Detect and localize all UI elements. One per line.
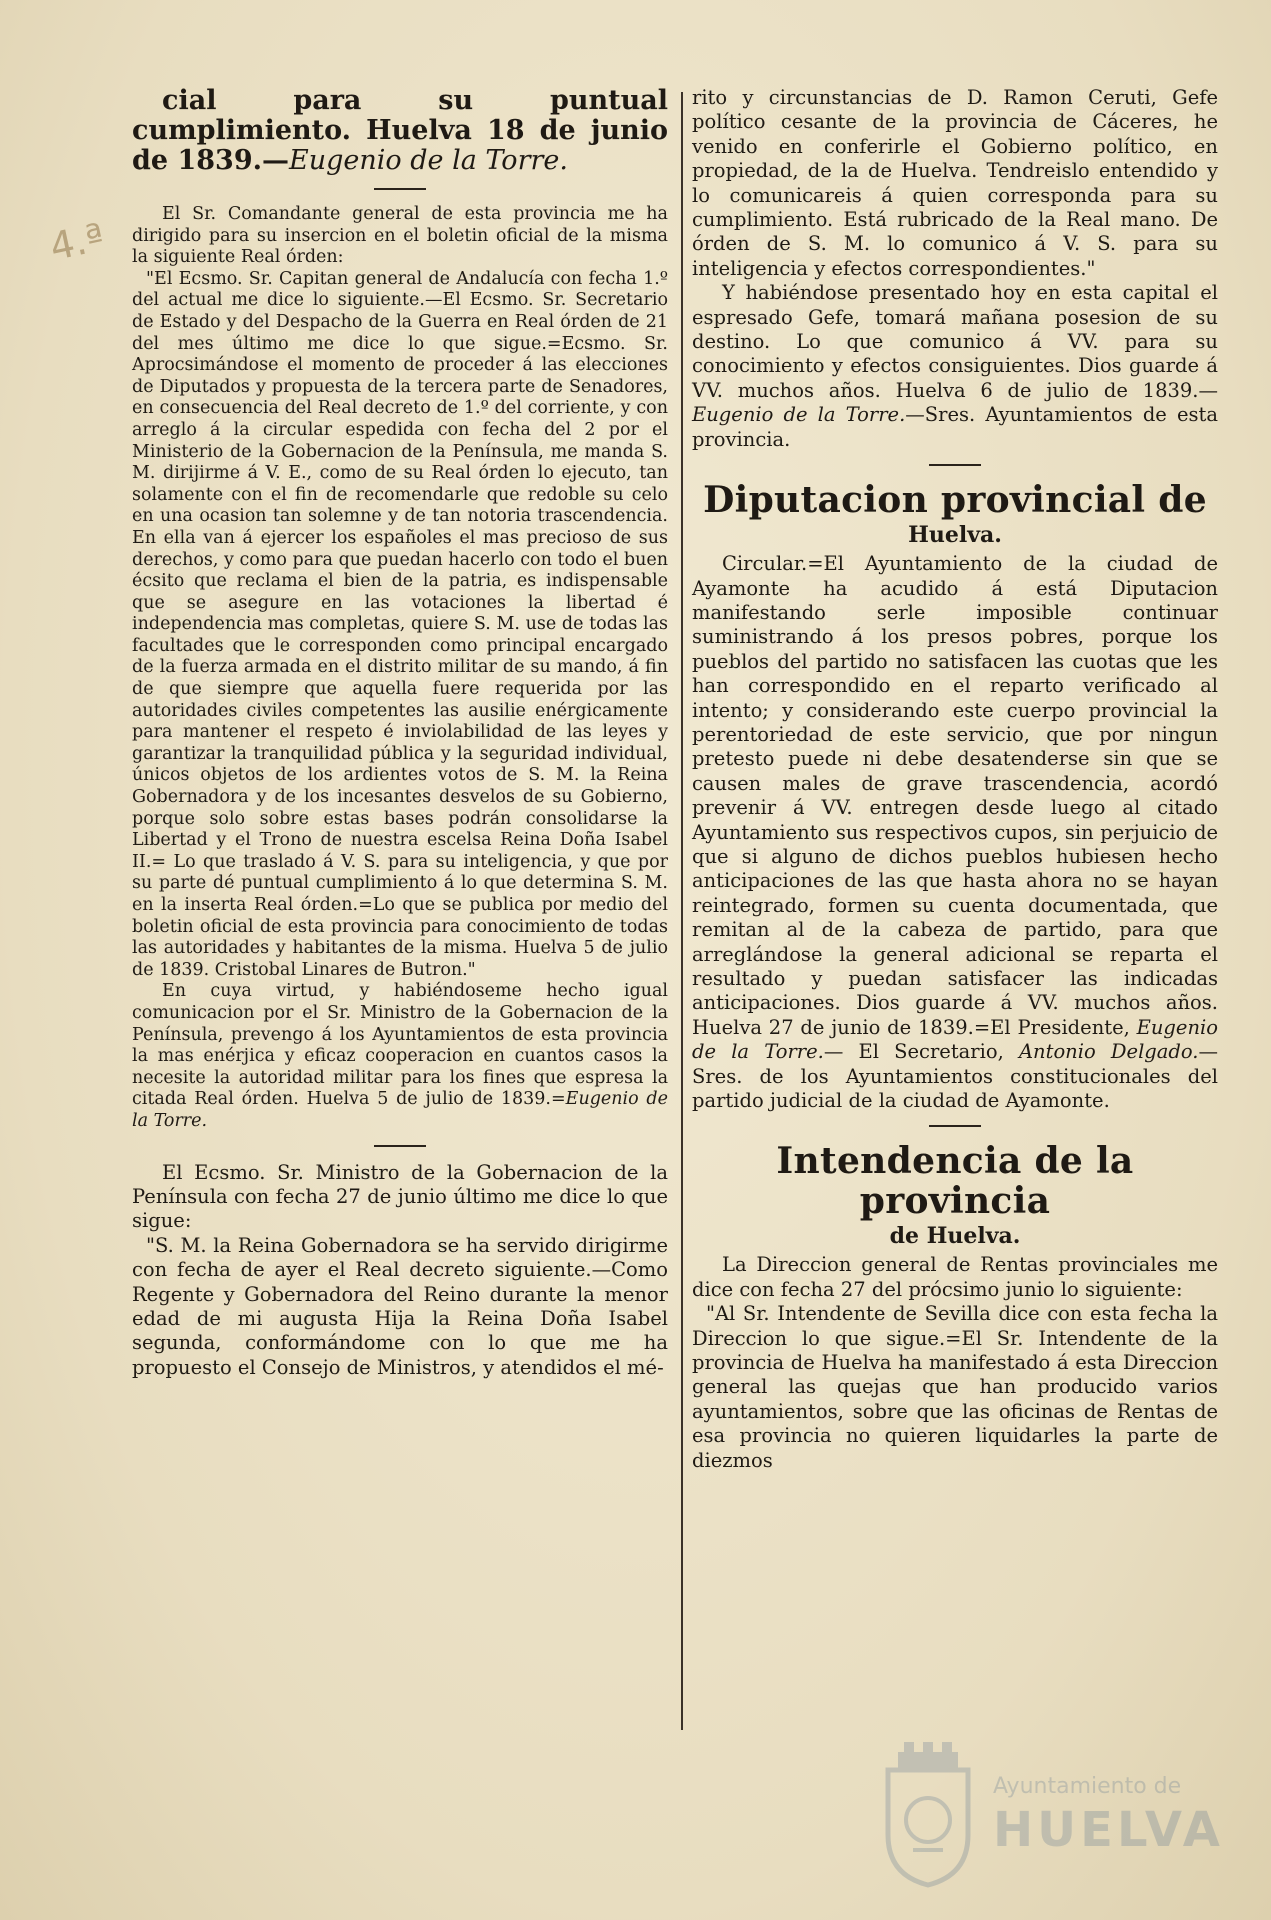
right-paragraph-2-text: Y habiéndose presentado hoy en esta capital el espresado Gefe, tomará mañana posesion de su destino. Lo que comunico á VV. para su conocimiento y efectos consiguientes. Dios guarde á VV. muchos años. Huelva 6 de julio de 1839.—: [692, 281, 1218, 402]
right-column: [692, 86, 1218, 1473]
right-paragraph-circular: [692, 552, 1218, 1113]
ayuntamiento-watermark: [868, 1740, 1224, 1890]
circular-tail: — Sres. de los Ayuntamientos constitucionales del partido judicial de la ciudad de Ayamonte.: [692, 1040, 1218, 1113]
circular-mid: — El Secretario,: [823, 1040, 1019, 1064]
circular-signature-president: Eugenio de la Torre.: [692, 1015, 1218, 1064]
circular-text: Circular.=El Ayuntamiento de la ciudad de Ayamonte ha acudido á está Diputacion manifestando serle imposible continuar suministrando á los presos pobres, porque los pueblos del partido no satisfacen las cuotas que les han correspondido en el reparto verificado al intento; y considerando este cuerpo provincial la perentoriedad de este servicio, que por ningun pretesto puede ni debe desatenderse sin que se causen males de grave trascendencia, acordó prevenir á VV. entregen desde luego al citado Ayuntamiento sus respectivos cupos, sin perjuicio de que si alguno de dichos pueblos hubiesen hecho anticipaciones de las que hasta ahora no se hayan reintegrado, formen su cuenta documentada, que remitan al de la cabeza de partido, para que arreglándose la general adicional se reparta el resultado y puedan satisfacer las indicadas anticipaciones. Dios guarde á VV. muchos años. Huelva 27 de junio de 1839.=El Presidente,: [692, 552, 1218, 1039]
section-title-intendencia: Intendencia de la provincia: [776, 1140, 1134, 1223]
left-paragraph-3-text: En cuya virtud, y habiéndoseme hecho igual comunicacion por el Sr. Ministro de la Gobernacion de la Península, prevengo á los Ayuntamientos de esta provincia la mas enérjica y eficaz cooperacion en cuantos casos la necesite la autoridad militar para los fines que espresa la citada Real órden. Huelva 5 de julio de 1839.=: [132, 981, 668, 1110]
left-column: [132, 86, 668, 1380]
left-paragraph-4: El Ecsmo. Sr. Ministro de la Gobernacion de la Península con fecha 27 de junio último me dice lo que sigue:: [132, 1160, 668, 1233]
left-paragraph-royal-order: "El Ecsmo. Sr. Capitan general de Andalucía con fecha 1.º del actual me dice lo siguiente.—El Ecsmo. Sr. Secretario de Estado y del Despacho de la Guerra en Real órden de 21 del mes último me dice lo que sigue.=Ecsmo. Sr. Aprocsimándose el momento de proceder á las elecciones de Diputados y propuesta de la tercera parte de Senadores, en consecuencia del Real decreto de 1.º del corriente, y con arreglo á la circular espedida con fecha del 2 por el Ministerio de la Gobernacion de la Península, me manda S. M. dirijirme á V. E., como de su Real órden lo ejecuto, tan solamente con el fin de recomendarle que redoble su celo en una ocasion tan solemne y de tan notoria trascendencia. En ella van á ejercer los españoles el mas precioso de sus derechos, y como para que puedan hacerlo con todo el buen écsito que reclama el bien de la patria, es indispensable que se asegure en las votaciones la libertad é independencia mas completas, quiere S. M. use de todas las facultades que le corresponden como principal encargado de la fuerza armada en el distrito militar de su mando, á fin de que siempre que aquella fuere requerida por las autoridades civiles competentes las ausilie enérgicamente para mantener el respeto é inviolabilidad de las leyes y garantizar la tranquilidad pública y la seguridad individual, únicos objetos de los ardientes votos de S. M. la Reina Gobernadora y de los incesantes desvelos de su Gobierno, porque solo sobre estas bases podrán consolidarse la Libertad y el Trono de nuestra escelsa Reina Doña Isabel II.= Lo que traslado á V. S. para su inteligencia, y que por su parte dé puntual cumplimiento á lo que determina S. M. en la inserta Real órden.=Lo que se publica por medio del boletin oficial de esta provincia para conocimiento de todas las autoridades y habitantes de la misma. Huelva 5 de julio de 1839. Cristobal Linares de Butron.": [132, 268, 668, 980]
left-paragraph-3-signature: Eugenio de la Torre.: [132, 1089, 668, 1131]
column-divider: [681, 92, 683, 1730]
separator-rule: [929, 1125, 981, 1127]
section-subtitle-diputacion: Huelva.: [908, 522, 1002, 549]
handwritten-page-number: 4.ª: [46, 214, 109, 270]
left-paragraph-1: El Sr. Comandante general de esta provincia me ha dirigido para su insercion en el boletin oficial de la misma la siguiente Real órden:: [132, 204, 668, 268]
left-lead-paragraph: [132, 86, 668, 176]
right-paragraph-2: [692, 281, 1218, 452]
watermark-line-2: HUELVA: [993, 1802, 1224, 1858]
right-paragraph-2-tail: —Sres. Ayuntamientos de esta provincia.: [692, 403, 1218, 451]
right-paragraph-1: rito y circunstancias de D. Ramon Ceruti, Gefe político cesante de la provincia de Cáceres, he venido en conferirle el Gobierno político, en propiedad, de la de Huelva. Tendreislo entendido y lo comunicareis á quien corresponda para su cumplimiento. Está rubricado de la Real mano. De órden de S. M. lo comunico á V. S. para su inteligencia y efectos correspondientes.": [692, 86, 1218, 280]
separator-rule: [374, 188, 426, 190]
right-paragraph-2-signature: Eugenio de la Torre.: [692, 403, 906, 427]
left-lead-text: cial para su puntual cumplimiento. Huelva 18 de junio de 1839.—: [132, 85, 668, 176]
watermark-line-1: Ayuntamiento de: [993, 1774, 1182, 1799]
crest-icon: [868, 1740, 988, 1890]
right-paragraph-4: La Direccion general de Rentas provinciales me dice con fecha 27 del prócsimo junio lo siguiente:: [692, 1253, 1218, 1301]
section-title-diputacion: Diputacion provincial de: [703, 479, 1207, 522]
left-lead-signature: Eugenio de la Torre.: [289, 145, 568, 176]
left-paragraph-5: "S. M. la Reina Gobernadora se ha servido dirigirme con fecha de ayer el Real decreto siguiente.—Como Regente y Gobernadora del Reino durante la menor edad de mi augusta Hija la Reina Doña Isabel segunda, conformándome con lo que me ha propuesto el Consejo de Ministros, y atendidos el mé-: [132, 1233, 668, 1379]
circular-signature-secretary: Antonio Delgado.: [1018, 1040, 1199, 1064]
separator-rule: [929, 464, 981, 466]
section-subtitle-intendencia: de Huelva.: [889, 1223, 1021, 1250]
right-paragraph-5: "Al Sr. Intendente de Sevilla dice con esta fecha la Direccion lo que sigue.=El Sr. Intendente de la provincia de Huelva ha manifestado á esta Direccion general las quejas que han producido varios ayuntamientos, sobre que las oficinas de Rentas de esa provincia no quieren liquidarles la parte de diezmos: [692, 1302, 1218, 1472]
left-paragraph-3: [132, 981, 668, 1132]
separator-rule: [374, 1145, 426, 1147]
